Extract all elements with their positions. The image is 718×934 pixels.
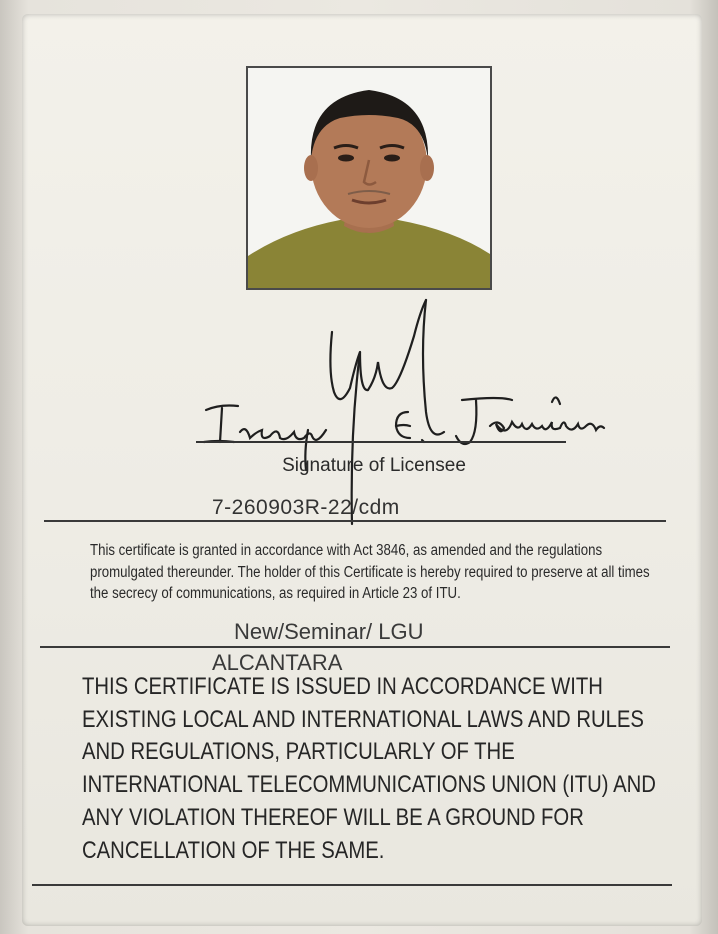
notice-small-text: This certificate is granted in accordance with Act 3846, as amended and the regulations promulgated thereunder. The holder of this Certificate is hereby required to preserve at all times the secrecy of communications, as required in Article 23 of ITU. [90,542,650,602]
notice-large-text: THIS CERTIFICATE IS ISSUED IN ACCORDANCE WITH EXISTING LOCAL AND INTERNATIONAL LAWS AND RULES AND REGULATIONS, PARTICULARLY OF THE INTERNATIONAL TELECOMMUNICATIONS UNION (ITU) AND ANY VIOLATION THEREOF WILL BE A GROUND FOR CANCELLATION OF THE SAME. [82,673,656,864]
certificate-number: 7-260903R-22/cdm [212,496,400,519]
stamp-line-2: ALCANTARA [212,650,343,675]
divider-middle [40,646,670,648]
divider-bottom [32,884,672,886]
signature-underline [196,441,566,443]
licensee-photo [246,66,492,290]
divider-top [44,520,666,522]
signature-label: Signature of Licensee [282,455,466,476]
stamp-line-1: New/Seminar/ LGU [234,619,424,644]
portrait-image [248,68,490,288]
